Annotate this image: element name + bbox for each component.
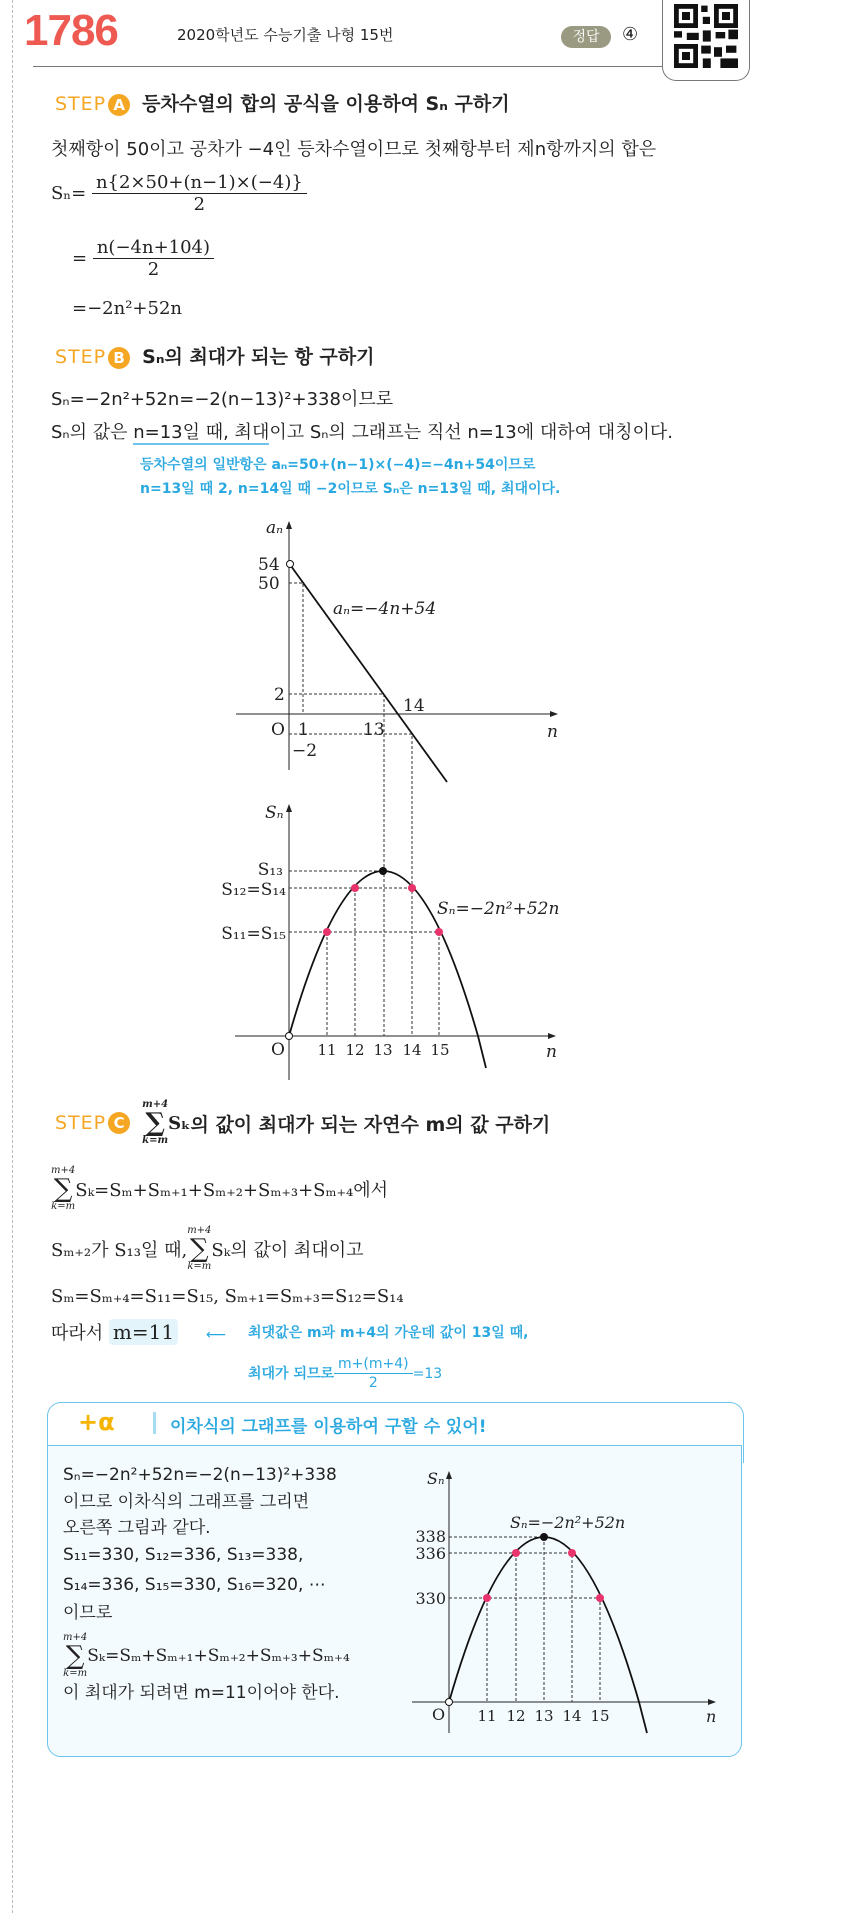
sigma-upper: m+4 [187,1225,212,1236]
problem-source: 2020학년도 수능기출 나형 15번 [177,26,394,44]
vertex-point [540,1533,548,1541]
step-letter-badge: C [108,1112,130,1134]
numerator: n{2×50+(n−1)×(−4)} [92,172,307,194]
origin-label: O [271,720,285,740]
x-tick: 14 [402,1041,422,1059]
plus-line: Sₙ=−2n²+52n=−2(n−13)²+338 [63,1465,337,1485]
text: Sₘ₊₂가 S₁₃일 때, [51,1240,188,1261]
x-tick: 13 [363,720,385,740]
text: Sₖ의 값이 최대이고 [211,1240,364,1261]
sigma-upper: m+4 [63,1632,88,1643]
x-axis-label: n [547,722,558,742]
text: Sₙ의 값은 [51,422,134,443]
sigma-symbol: m+4 ∑ k=m [142,1099,169,1146]
step-a-line1: 첫째항이 50이고 공차가 −4인 등차수열이므로 첫째항부터 제n항까지의 합은 [51,139,657,160]
eq-lhs: Sₙ= [51,183,87,204]
numerator: m+(m+4) [334,1355,413,1374]
y-axis-label: Sₙ [427,1469,445,1488]
sigma-lower: k=m [63,1668,88,1679]
denominator: 2 [193,194,206,215]
y-axis-label: aₙ [266,518,284,538]
sigma-symbol: m+4 ∑ k=m [51,1165,76,1212]
note-max-term: n=13일 때 2, n=14일 때 −2이므로 Sₙ은 n=13일 때, 최대이다. [140,481,561,497]
y-tick: S₁₁=S₁₅ [221,924,286,944]
problem-number: 1786 [24,6,118,55]
parabola-sn [449,1537,647,1733]
x-tick: 12 [506,1707,526,1725]
denominator: 2 [368,1375,378,1391]
plus-line: 오른쪽 그림과 같다. [63,1518,211,1538]
x-tick: 14 [403,696,425,716]
answer-badge: 정답 [561,26,611,48]
plus-line: 이므로 이차식의 그래프를 그리면 [63,1492,310,1512]
y-tick: 330 [415,1589,446,1608]
step-b-line1: Sₙ=−2n²+52n=−2(n−13)²+338이므로 [51,389,394,410]
text: =13 [412,1365,443,1382]
sigma-lower: k=m [142,1135,169,1146]
sigma-upper: m+4 [51,1165,76,1176]
numerator: n(−4n+104) [93,237,214,259]
y-axis-label: Sₙ [265,803,284,823]
arrow-left-icon: ⟵ [206,1327,227,1343]
sum-formula-3: =−2n²+52n [72,298,183,319]
x-tick: 12 [345,1041,365,1059]
sigma-symbol: m+4 ∑ k=m [187,1225,212,1272]
x-tick: 15 [590,1707,610,1725]
answer-value: ④ [622,24,639,45]
y-tick: −2 [292,741,318,761]
curve-label: Sₙ=−2n²+52n [510,1513,626,1532]
x-tick: 13 [534,1707,554,1725]
step-label: STEP [55,1112,107,1134]
x-axis-label: n [706,1707,717,1726]
text: 최대가 되므로 [248,1365,335,1382]
x-tick: 14 [562,1707,582,1725]
answer-highlight: m=11 [109,1319,178,1345]
sigma-symbol: m+4 ∑ k=m [63,1632,88,1679]
step-title: 등차수열의 합의 공식을 이용하여 Sₙ 구하기 [142,93,510,115]
step-letter-badge: A [108,94,130,116]
x-tick: 11 [477,1707,497,1725]
y-tick: S₁₃ [257,860,283,880]
step-title: Sₙ의 최대가 되는 항 구하기 [142,346,375,368]
plus-alpha-title: 이차식의 그래프를 이용하여 구할 수 있어! [170,1417,487,1437]
origin-label: O [271,1040,285,1060]
y-tick: 54 [258,555,280,575]
origin-label: O [432,1705,446,1724]
x-tick: 13 [373,1041,393,1059]
note-general-term: 등차수열의 일반항은 aₙ=50+(n−1)×(−4)=−4n+54이므로 [140,457,536,473]
line-label: aₙ=−4n+54 [333,599,437,619]
step-title: 의 값이 최대가 되는 자연수 m의 값 구하기 [190,1113,551,1136]
step-c-line3: Sₘ=Sₘ₊₄=S₁₁=S₁₅, Sₘ₊₁=Sₘ₊₃=S₁₂=S₁₄ [51,1286,404,1307]
sigma-lower: k=m [51,1201,76,1212]
eq-lhs: = [72,248,88,269]
text: Sₖ=Sₘ+Sₘ₊₁+Sₘ₊₂+Sₘ₊₃+Sₘ₊₄ [87,1646,350,1666]
text: Sₖ=Sₘ+Sₘ₊₁+Sₘ₊₂+Sₘ₊₃+Sₘ₊₄에서 [75,1180,389,1201]
origin-open-point [446,1699,453,1706]
x-tick: 11 [317,1041,337,1059]
x-tick: 15 [430,1041,450,1059]
guide-lines [449,1537,600,1702]
x-tick: 1 [298,720,309,740]
step-label: STEP [55,346,107,368]
step-letter-badge: B [108,347,130,369]
text: 따라서 [51,1323,109,1344]
plus-alpha-icon: +α [78,1408,115,1436]
y-tick: S₁₂=S₁₄ [221,880,286,900]
y-tick: 50 [258,574,280,594]
x-axis-label: n [546,1042,557,1062]
sigma-body: Sₖ [168,1112,191,1134]
plus-line: S₁₄=336, S₁₅=330, S₁₆=320, ⋯ [63,1575,326,1595]
sigma-upper: m+4 [142,1099,169,1110]
y-tick: 338 [415,1527,446,1546]
denominator: 2 [147,259,160,280]
y-tick: 336 [415,1544,446,1563]
curve-label: Sₙ=−2n²+52n [437,899,560,919]
plus-final-line: 이 최대가 되려면 m=11이어야 한다. [63,1683,340,1703]
plus-line: S₁₁=330, S₁₂=336, S₁₃=338, [63,1545,304,1565]
text: 이고 Sₙ의 그래프는 직선 n=13에 대하여 대칭이다. [269,422,673,443]
sigma-lower: k=m [187,1261,212,1272]
underlined-text: n=13일 때, 최대 [133,422,270,443]
plus-line: 이므로 [63,1603,113,1623]
note-midpoint: 최댓값은 m과 m+4의 가운데 값이 13일 때, [248,1325,529,1341]
step-label: STEP [55,93,107,115]
y-tick: 2 [274,685,285,705]
